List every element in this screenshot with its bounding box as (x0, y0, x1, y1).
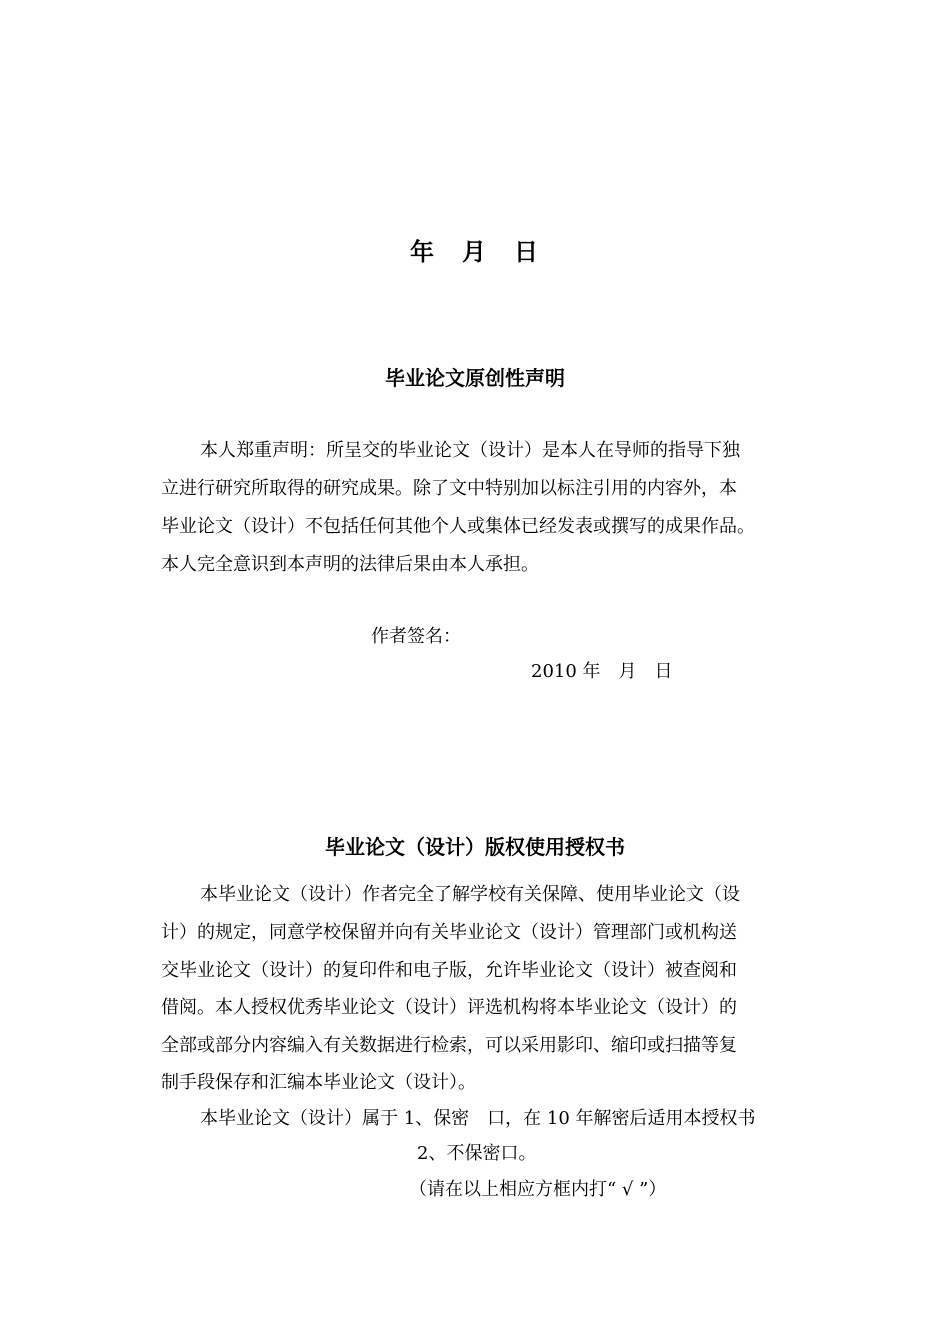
checkbox-note: （请在以上相应方框内打“ √ ”） (409, 1179, 667, 1200)
copyright-line: 制手段保存和汇编本毕业论文（设计）。 (161, 1072, 476, 1093)
originality-line: 本人郑重声明：所呈交的毕业论文（设计）是本人在导师的指导下独 (200, 440, 740, 461)
originality-line: 立进行研究所取得的研究成果。除了文中特别加以标注引用的内容外，本 (161, 478, 737, 499)
copyright-line: 借阅。本人授权优秀毕业论文（设计）评选机构将本毕业论文（设计）的 (161, 997, 737, 1018)
signature-label: 作者签名： (371, 626, 461, 647)
originality-line: 毕业论文（设计）不包括任何其他个人或集体已经发表或撰写的成果作品。 (161, 516, 755, 537)
confidentiality-option-1: 本毕业论文（设计）属于 1、保密 口，在 10 年解密后适用本授权书 (200, 1108, 756, 1129)
originality-title: 毕业论文原创性声明 (385, 366, 565, 390)
signature-date: 2010 年 月 日 (531, 661, 673, 682)
copyright-line: 全部或部分内容编入有关数据进行检索，可以采用影印、缩印或扫描等复 (161, 1035, 737, 1056)
copyright-line: 本毕业论文（设计）作者完全了解学校有关保障、使用毕业论文（设 (200, 884, 740, 905)
copyright-line: 交毕业论文（设计）的复印件和电子版，允许毕业论文（设计）被查阅和 (161, 960, 737, 981)
originality-line: 本人完全意识到本声明的法律后果由本人承担。 (161, 554, 539, 575)
copyright-line: 计）的规定，同意学校保留并向有关毕业论文（设计）管理部门或机构送 (161, 922, 737, 943)
confidentiality-option-2: 2、不保密口。 (417, 1143, 537, 1164)
copyright-title: 毕业论文（设计）版权使用授权书 (325, 835, 625, 859)
header-date: 年 月 日 (410, 238, 540, 266)
